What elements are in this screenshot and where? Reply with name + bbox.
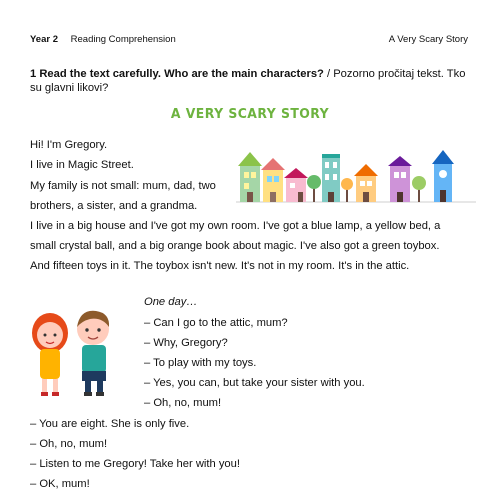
intro-line: Hi! I'm Gregory. [30,139,108,151]
dialogue-line: – Can I go to the attic, mum? [144,317,288,329]
kids-illustration [28,305,128,405]
dialogue-line: – To play with my toys. [144,357,257,369]
dialogue-intro: One day… [144,296,198,308]
document-title: A Very Scary Story [388,34,468,45]
dialogue-line: – Why, Gregory? [144,337,228,349]
dialogue-line: – You are eight. She is only five. [30,418,190,430]
intro-line: small crystal ball, and a big orange book about magic. I've also got a green toybox. [30,240,440,252]
page-header [30,34,468,45]
subject-label: Reading Comprehension [70,34,176,45]
dialogue-line: – Listen to me Gregory! Take her with you! [30,458,240,470]
dialogue-line: – Oh, no, mum! [30,438,108,450]
intro-line: I live in a big house and I've got my own room. I've got a blue lamp, a yellow bed, a [30,220,441,232]
task-instruction [30,67,470,95]
dialogue-line: – OK, mum! [30,478,90,490]
intro-line: And fifteen toys in it. The toybox isn't new. It's not in my room. It's in the attic. [30,260,410,272]
year-label: Year 2 [30,34,58,45]
dialogue-line: – Oh, no, mum! [144,397,222,409]
task-question: Read the text carefully. Who are the main characters? [39,68,324,80]
task-translation: / Pozorno pročitaj tekst. Tko su glavni likovi? [30,68,466,94]
intro-line: brothers, a sister, and a grandma. [30,200,198,212]
houses-illustration [236,150,476,211]
intro-line: My family is not small: mum, dad, two [30,180,216,192]
story-title: A VERY SCARY STORY [170,106,330,122]
dialogue-line: – Yes, you can, but take your sister with you. [144,377,365,389]
task-number: 1 [30,68,37,80]
intro-line: I live in Magic Street. [30,159,134,171]
